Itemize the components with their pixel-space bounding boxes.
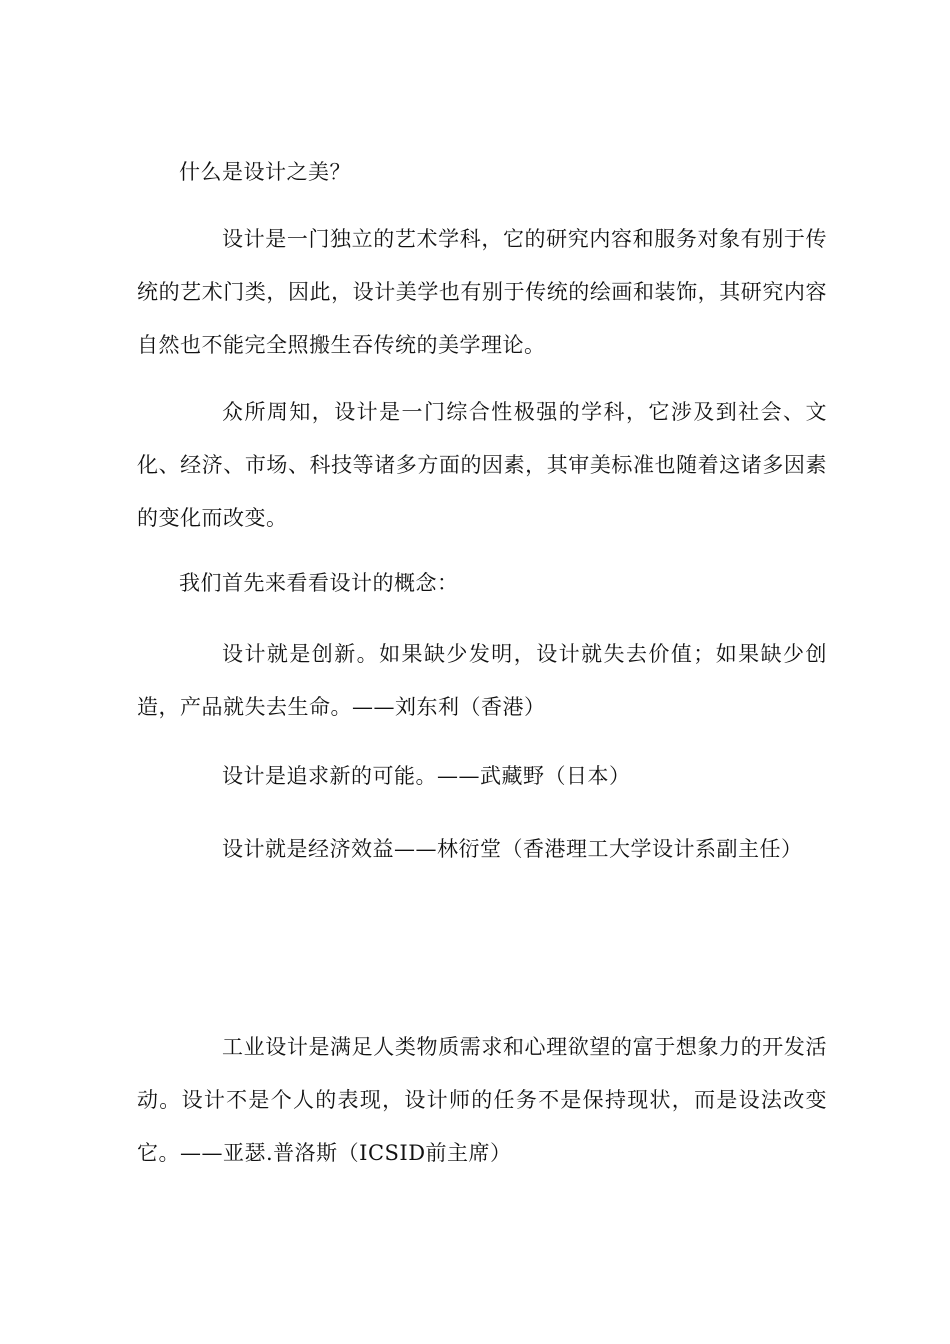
quote-liu-dongli: 设计就是创新。如果缺少发明，设计就失去价值；如果缺少创造，产品就失去生命。——刘东利（香港） bbox=[137, 642, 827, 719]
paragraph-design-comprehensive: 众所周知，设计是一门综合性极强的学科，它涉及到社会、文化、经济、市场、科技等诸多方面的因素，其审美标准也随着这诸多因素的变化而改变。 bbox=[137, 400, 827, 530]
paragraph-design-discipline: 设计是一门独立的艺术学科，它的研究内容和服务对象有别于传统的艺术门类，因此，设计美学也有别于传统的绘画和装饰，其研究内容自然也不能完全照搬生吞传统的美学理论。 bbox=[137, 227, 827, 357]
document-heading: 什么是设计之美？ bbox=[179, 160, 351, 184]
paragraph-concept-intro: 我们首先来看看设计的概念： bbox=[179, 571, 459, 595]
quote-arthur-pulos: 工业设计是满足人类物质需求和心理欲望的富于想象力的开发活动。设计不是个人的表现，设计师的任务不是保持现状，而是设法改变它。——亚瑟.普洛斯（ICSID前主席） bbox=[137, 1035, 827, 1165]
quote-musashino: 设计是追求新的可能。——武藏野（日本） bbox=[222, 764, 631, 788]
quote-lin-yantang: 设计就是经济效益——林衍堂（香港理工大学设计系副主任） bbox=[222, 837, 803, 861]
